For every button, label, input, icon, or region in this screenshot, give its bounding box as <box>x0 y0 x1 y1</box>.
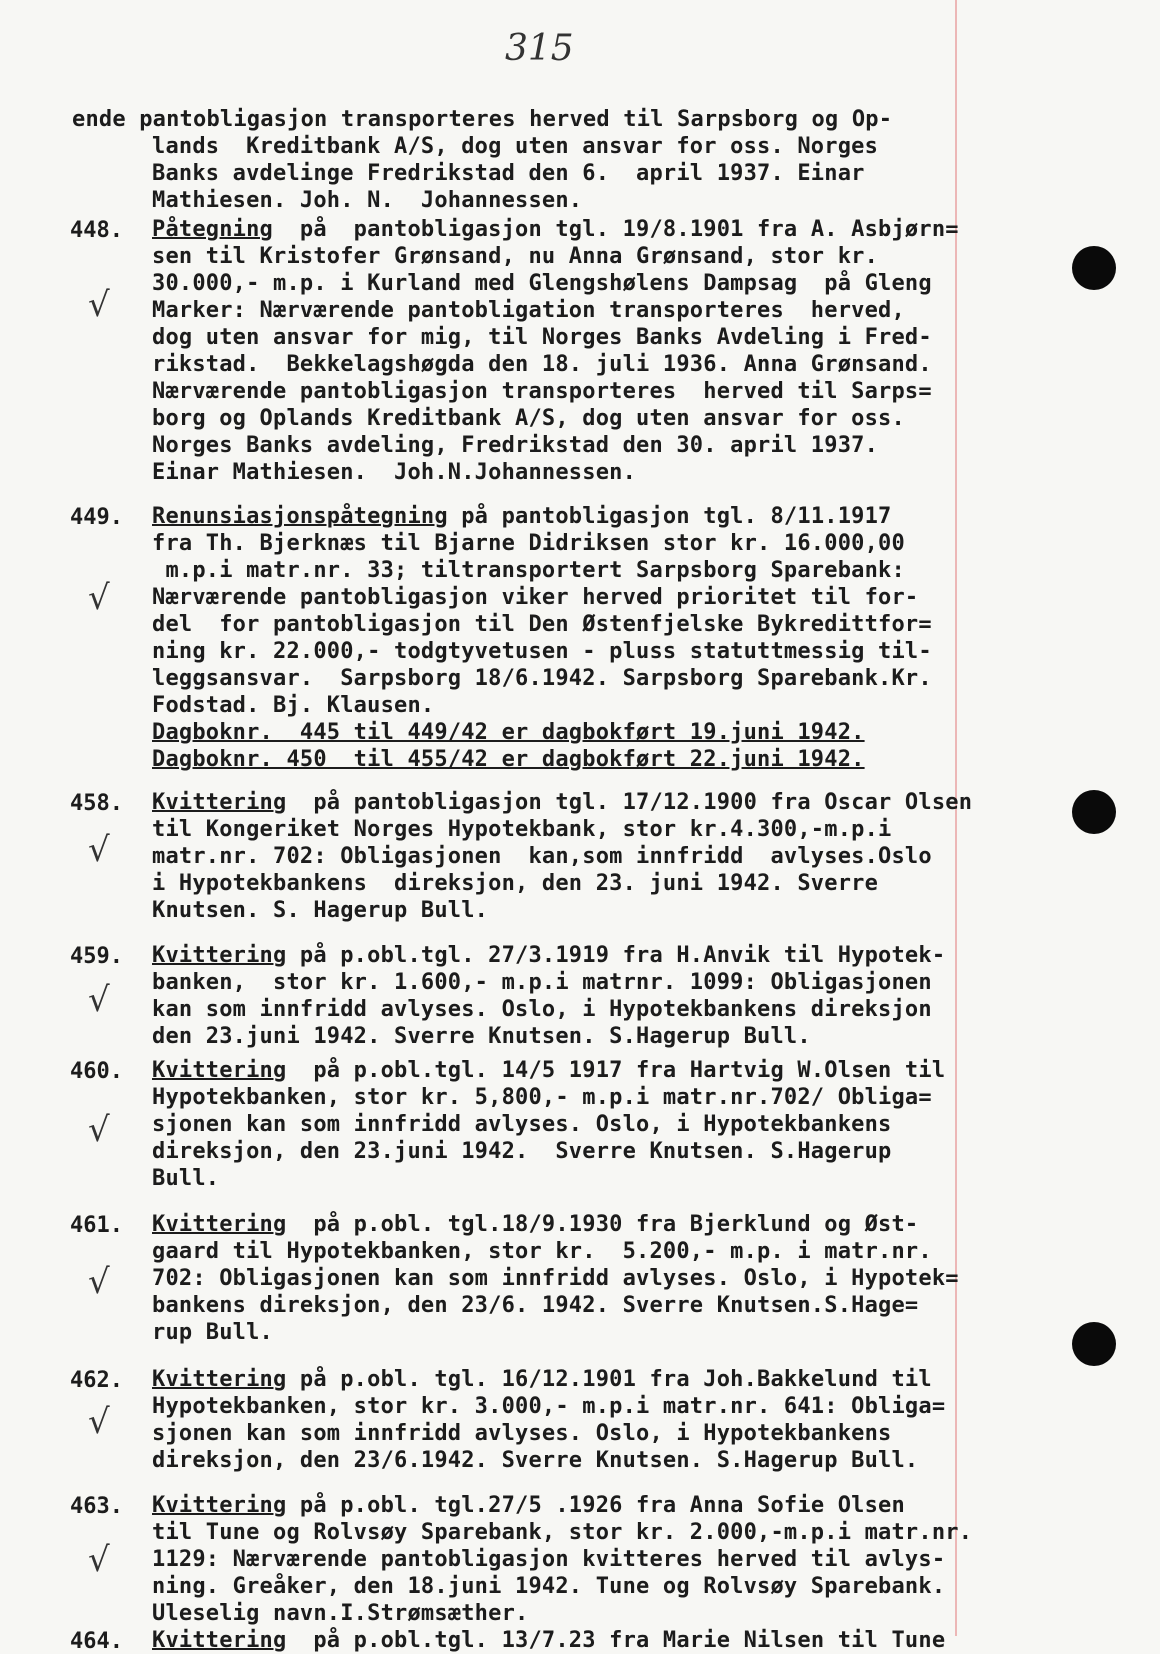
entry-heading: Kvittering <box>152 1628 287 1653</box>
entry-number: 448. <box>70 218 123 243</box>
entry-line: på pantobligasjon tgl. 8/11.1917 <box>447 504 892 529</box>
entry-first-line <box>152 1368 932 1392</box>
entry-line: på pantobligasjon tgl. 17/12.1900 fra Oscar Olsen <box>286 790 973 815</box>
entry-heading: Kvittering <box>152 1493 287 1518</box>
entry-first-line <box>152 944 945 968</box>
dagbok-line: Dagboknr. 450 til 455/42 er dagbokført 22.juni 1942. <box>152 747 865 772</box>
entry-line: Marker: Nærværende pantobligation transporteres herved, <box>152 298 905 323</box>
entry-line: ning kr. 22.000,- todgtyvetusen - pluss statuttmessig til- <box>152 639 932 664</box>
entry-heading: Kvittering <box>152 1212 287 1237</box>
entry-line: Knutsen. S. Hagerup Bull. <box>152 898 489 923</box>
binder-hole-3 <box>1072 1322 1116 1366</box>
entry-line: Hypotekbanken, stor kr. 3.000,- m.p.i matr.nr. 641: Obliga= <box>152 1394 946 1419</box>
entry-number: 460. <box>70 1059 123 1084</box>
intro-line: Mathiesen. Joh. N. Johannessen. <box>152 188 583 213</box>
entry-line: fra Th. Bjerknæs til Bjarne Didriksen stor kr. 16.000,00 <box>152 531 905 556</box>
entry-heading: Kvittering <box>152 1058 287 1083</box>
entry-number: 463. <box>70 1494 123 1519</box>
entry-number: 464. <box>70 1629 123 1654</box>
entry-line: sjonen kan som innfridd avlyses. Oslo, i Hypotekbankens <box>152 1112 892 1137</box>
intro-line: ende pantobligasjon transporteres herved til Sarpsborg og Op- <box>72 107 893 132</box>
entry-line: sen til Kristofer Grønsand, nu Anna Grønsand, stor kr. <box>152 244 879 269</box>
check-mark: √ <box>88 830 110 870</box>
entry-line: 702: Obligasjonen kan som innfridd avlyses. Oslo, i Hypotek= <box>152 1266 959 1291</box>
entry-line: til Tune og Rolvsøy Sparebank, stor kr. 2.000,-m.p.i matr.nr. <box>152 1520 973 1545</box>
entry-line: i Hypotekbankens direksjon, den 23. juni 1942. Sverre <box>152 871 879 896</box>
entry-line: Norges Banks avdeling, Fredrikstad den 30. april 1937. <box>152 433 879 458</box>
entry-line: leggsansvar. Sarpsborg 18/6.1942. Sarpsborg Sparebank.Kr. <box>152 666 932 691</box>
entry-line: Uleselig navn.I.Strømsæther. <box>152 1601 529 1626</box>
entry-line: m.p.i matr.nr. 33; tiltransportert Sarpsborg Sparebank: <box>152 558 905 583</box>
entry-line: del for pantobligasjon til Den Østenfjelske Bykredittfor= <box>152 612 932 637</box>
entry-line: borg og Oplands Kreditbank A/S, dog uten ansvar for oss. <box>152 406 905 431</box>
check-mark: √ <box>88 578 110 618</box>
entry-line: på p.obl.tgl. 13/7.23 fra Marie Nilsen til Tune <box>286 1628 946 1653</box>
entry-number: 449. <box>70 505 123 530</box>
entry-first-line <box>152 1494 905 1518</box>
binder-hole-1 <box>1072 246 1116 290</box>
entry-heading: Påtegning <box>152 217 274 242</box>
entry-number: 461. <box>70 1213 123 1238</box>
entry-line: banken, stor kr. 1.600,- m.p.i matrnr. 1099: Obligasjonen <box>152 970 932 995</box>
entry-number: 459. <box>70 944 123 969</box>
entry-line: direksjon, den 23.juni 1942. Sverre Knutsen. S.Hagerup <box>152 1139 892 1164</box>
entry-heading: Kvittering <box>152 943 287 968</box>
margin-rule <box>955 0 957 1636</box>
entry-line: 30.000,- m.p. i Kurland med Glengshølens Dampsag på Gleng <box>152 271 932 296</box>
entry-first-line <box>152 1213 918 1237</box>
entry-line: Nærværende pantobligasjon viker herved prioritet til for- <box>152 585 919 610</box>
entry-line: ning. Greåker, den 18.juni 1942. Tune og Rolvsøy Sparebank. <box>152 1574 946 1599</box>
entry-line: bankens direksjon, den 23/6. 1942. Sverre Knutsen.S.Hage= <box>152 1293 919 1318</box>
entry-first-line <box>152 791 972 815</box>
dagbok-line: Dagboknr. 445 til 449/42 er dagbokført 19.juni 1942. <box>152 720 865 745</box>
entry-first-line <box>152 1059 945 1083</box>
intro-line: Banks avdelinge Fredrikstad den 6. april 1937. Einar <box>152 161 865 186</box>
entry-line: 1129: Nærværende pantobligasjon kvitteres herved til avlys- <box>152 1547 946 1572</box>
entry-line: til Kongeriket Norges Hypotekbank, stor kr.4.300,-m.p.i <box>152 817 892 842</box>
entry-line: kan som innfridd avlyses. Oslo, i Hypotekbankens direksjon <box>152 997 932 1022</box>
check-mark: √ <box>88 1262 110 1302</box>
binder-hole-2 <box>1072 790 1116 834</box>
entry-line: Hypotekbanken, stor kr. 5,800,- m.p.i matr.nr.702/ Obliga= <box>152 1085 932 1110</box>
entry-line: matr.nr. 702: Obligasjonen kan,som innfridd avlyses.Oslo <box>152 844 932 869</box>
entry-first-line <box>152 505 892 529</box>
entry-heading: Kvittering <box>152 1367 287 1392</box>
entry-first-line <box>152 218 959 242</box>
entry-line: direksjon, den 23/6.1942. Sverre Knutsen. S.Hagerup Bull. <box>152 1448 919 1473</box>
entry-line: den 23.juni 1942. Sverre Knutsen. S.Hagerup Bull. <box>152 1024 811 1049</box>
page-number: 315 <box>505 28 574 69</box>
entry-line: på pantobligasjon tgl. 19/8.1901 fra A. Asbjørn= <box>273 217 959 242</box>
entry-line: Nærværende pantobligasjon transporteres herved til Sarps= <box>152 379 932 404</box>
entry-line: dog uten ansvar for mig, til Norges Banks Avdeling i Fred- <box>152 325 932 350</box>
entry-line: gaard til Hypotekbanken, stor kr. 5.200,- m.p. i matr.nr. <box>152 1239 932 1264</box>
check-mark: √ <box>88 1110 110 1150</box>
entry-heading: Kvittering <box>152 790 287 815</box>
entry-line: rup Bull. <box>152 1320 274 1345</box>
entry-line: på p.obl. tgl. 16/12.1901 fra Joh.Bakkelund til <box>286 1367 932 1392</box>
entry-line: på p.obl. tgl.18/9.1930 fra Bjerklund og Øst- <box>286 1212 919 1237</box>
entry-line: på p.obl.tgl. 27/3.1919 fra H.Anvik til Hypotek- <box>286 943 946 968</box>
entry-line: Bull. <box>152 1166 220 1191</box>
entry-line: sjonen kan som innfridd avlyses. Oslo, i Hypotekbankens <box>152 1421 892 1446</box>
entry-number: 462. <box>70 1368 123 1393</box>
entry-number: 458. <box>70 791 123 816</box>
entry-line: på p.obl.tgl. 14/5 1917 fra Hartvig W.Olsen til <box>286 1058 946 1083</box>
check-mark: √ <box>88 1540 110 1580</box>
check-mark: √ <box>88 980 110 1020</box>
entry-first-line <box>152 1629 945 1653</box>
entry-line: rikstad. Bekkelagshøgda den 18. juli 1936. Anna Grønsand. <box>152 352 932 377</box>
entry-heading: Renunsiasjonspåtegning <box>152 504 448 529</box>
intro-line: lands Kreditbank A/S, dog uten ansvar for oss. Norges <box>152 134 879 159</box>
check-mark: √ <box>88 1402 110 1442</box>
entry-line: Fodstad. Bj. Klausen. <box>152 693 435 718</box>
check-mark: √ <box>88 285 110 325</box>
entry-line: Einar Mathiesen. Joh.N.Johannessen. <box>152 460 637 485</box>
entry-line: på p.obl. tgl.27/5 .1926 fra Anna Sofie Olsen <box>286 1493 905 1518</box>
